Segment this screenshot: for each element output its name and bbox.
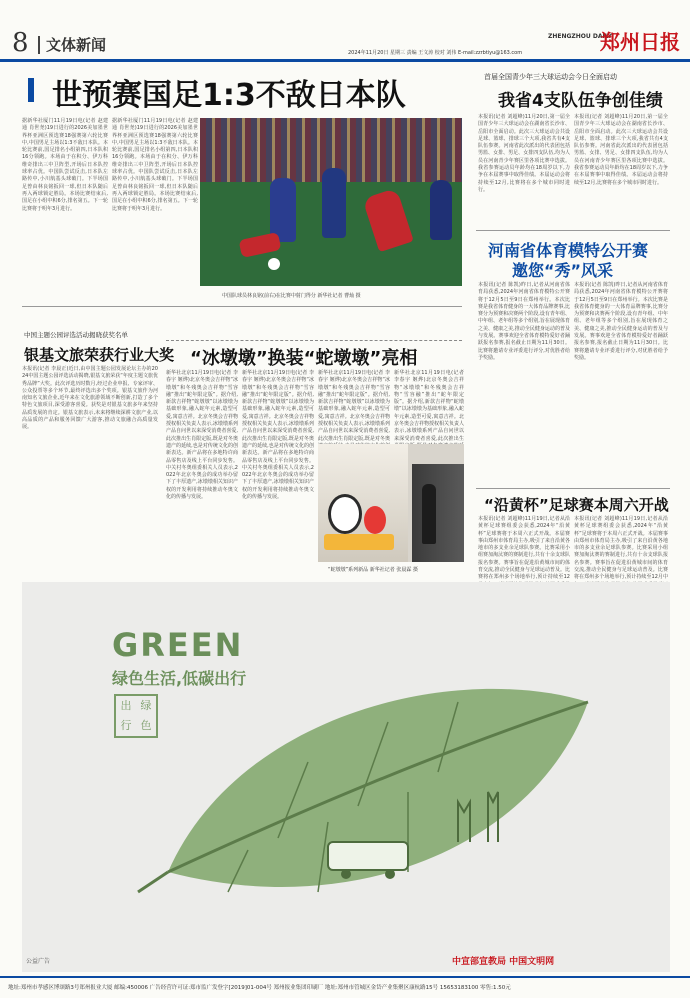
masthead [0,0,690,62]
mascot-body-col2: 新华社北京11月19日电(记者 李春宇 姬烨)北京冬奥会吉祥物“冰墩墩”和冬残奥会吉祥物“雪容融”推出“蛇年限定版”。据介绍,新款吉祥物“蛇墩墩”以冰墩墩为基础形象,融入蛇年元素,造型可爱,寓意吉祥。北京冬奥会吉祥物授权相关负责人表示,冰墩墩系列产品自问世以来深受消费者喜爱,此次推出生肖限定版,既是对冬奥遗产的延续,也是对传统文化的创新表达。新产品将在多地特许商品零售店及线上平台同步发售。中关村冬奥组委相关人员表示,2022年北京冬奥会的成功举办留下了丰厚遗产,冰墩墩相关知识产权的开发利用将持续推动冬奥文化的传播与发展。 [242,370,314,501]
daily-name: ZHENGZHOU DAILY [548,33,612,40]
dashed-divider [166,340,462,341]
mascot-body-col1: 新华社北京11月19日电(记者 李春宇 姬烨)北京冬奥会吉祥物“冰墩墩”和冬残奥会吉祥物“雪容融”推出“蛇年限定版”。据介绍,新款吉祥物“蛇墩墩”以冰墩墩为基础形象,融入蛇年元素,造型可爱,寓意吉祥。北京冬奥会吉祥物授权相关负责人表示,冰墩墩系列产品自问世以来深受消费者喜爱,此次推出生肖限定版,既是对冬奥遗产的延续,也是对传统文化的创新表达。新产品将在多地特许商品零售店及线上平台同步发售。中关村冬奥组委相关人员表示,2022年北京冬奥会的成功举办留下了丰厚遗产,冰墩墩相关知识产权的开发利用将持续推动冬奥文化的传播与发展。 [166,370,238,501]
section-title: 文体新闻 [46,36,107,54]
headline-bar-icon [28,78,34,102]
footer: 地址:郑州市孝感区博颂路3号郑州报业大厦 邮编:450006 广告经营许可证:郑市监广发登字[2019]01-004号 郑州报业集团印刷厂 地址:郑州市管城区金岱产业集聚区康杭路15号 15653183100 零售:1.50元 [0,976,690,998]
mascot-headline: “冰墩墩”换装“蛇墩墩”亮相 [190,348,418,369]
model-body-col2: 本报讯(记者 陈凯)昨日,记者从河南省体育局获悉,2024年河南省体育模特公开赛将于12月5日至9日在郑州举行。本次比赛是我省体育健身的一大体育品牌赛事,比赛分为预赛和决赛两个阶段,设有青年组、中年组、老年组等多个组别,旨在展现体育之美、健康之美,推动全民健身运动的普及与发展。赛事欢迎全省体育模特爱好者踊跃报名参赛,报名截止日期为11月30日。比赛将邀请专业评委进行评分,对优胜者给予奖励。 [574,282,668,361]
model-headline-2: 邀您“秀”风采 [512,261,614,280]
model-body-col1: 本报讯(记者 陈凯)昨日,记者从河南省体育局获悉,2024年河南省体育模特公开赛将于12月5日至9日在郑州举行。本次比赛是我省体育健身的一大体育品牌赛事,比赛分为预赛和决赛两个阶段,设有青年组、中年组、老年组等多个组别,旨在展现体育之美、健康之美,推动全民健身运动的普及与发展。赛事欢迎全省体育模特爱好者踊跃报名参赛,报名截止日期为11月30日。比赛将邀请专业评委进行评分,对优胜者给予奖励。 [478,282,570,361]
date-line: 2024年11月20日 星期三 责编 王文涛 校对 刘伟 E-mail:zzrbtiyu@163.com [348,50,523,56]
seal-char: 出 [120,699,132,712]
ad-title: GREEN [112,626,244,664]
page-number: 8 [12,28,29,58]
cup-body-col2: 本报讯(记者 刘超峰)11月19日,记者从沿黄杯足球赛组委会获悉,2024年“沿黄杯”足球赛将于本周六正式开战。本届赛事由郑州市体育局主办,吸引了来自沿黄各地市的多支业余足球队参赛。比赛采用小组赛加淘汰赛的赛制进行,共有十余支球队报名参赛。赛事旨在促进沿黄城市间的体育交流,推动全民健身与足球运动普及。比赛将在郑州多个场地举行,预计持续至12月中 [574,516,668,581]
mascot-photo [318,444,464,562]
main-photo-caption: 中国队球员林良铭(前右)在比赛中射门得分 新华社记者 曹灿 摄 [222,293,361,299]
mascot-body-col3: 新华社北京11月19日电(记者 李春宇 姬烨)北京冬奥会吉祥物“冰墩墩”和冬残奥会吉祥物“雪容融”推出“蛇年限定版”。据介绍,新款吉祥物“蛇墩墩”以冰墩墩为基础形象,融入蛇年元素,造型可爱,寓意吉祥。北京冬奥会吉祥物授权相关负责人表示,冰墩墩系列产品自问世以来深受消费者喜爱,此次推出生肖限定版,既是对冬奥 [318,370,390,442]
divider [476,488,670,489]
football-photo [200,118,462,286]
yinji-headline: 银基文旅荣获行业大奖 [24,346,175,364]
leaf-icon [158,642,598,942]
ad-slogan: 绿色生活,低碳出行 [112,669,247,688]
main-story-body-col1: 据新华社厦门11月19日电(记者 赵建通 肖世尧)19日进行的2026美加墨世界杯亚洲区预选赛18强赛第六轮比赛中,中国男足主场以1:3不敌日本队。本轮比赛前,国足排名小组第四,日本队积16分领跑。本场由于在积分、伊万科维奇排出三中卫阵型,开场后日本队控球率占优。中国队尝试反击,日本队左路传中,小川航基头球破门。下半场国足曾由林良铭扳回一球,但日本队随后再入两球锁定胜局。本场比赛结束后,国足在小组中积6分,排名第五。下一轮比赛将于明年3月进行。 [22,118,108,212]
kids-kicker: 首届全国青少年三大球运动会今日全面启动 [484,73,617,81]
main-story-body-col2: 据新华社厦门11月19日电(记者 赵建通 肖世尧)19日进行的2026美加墨世界杯亚洲区预选赛18强赛第六轮比赛中,中国男足主场以1:3不敌日本队。本轮比赛前,国足排名小组第四,日本队积16分领跑。本场由于在积分、伊万科维奇排出三中卫阵型,开场后日本队控球率占优。中国队尝试反击,日本队左路传中,小川航基头球破门。下半场国足曾由林良铭扳回一球,但日本队随后再入两球锁定胜局。本场比赛结束后,国足在小组中积6分,排名第五。下一轮比赛将于明年3月进行。 [112,118,198,212]
yinji-body: 本报讯(记者 李晨正)近日,由中国主题公园发展论坛主办的2024中国主题公园评选活动揭晓,银基文旅荣获“年度主题文旅优秀品牌”大奖。此次评选历时数月,经过企业申报、专家评审、公众投票等多个环节,最终评选出多个奖项。银基文旅作为河南知名文旅企业,近年来在文化旅游领域不断创新,打造了多个特色文旅项目,深受游客喜爱。获奖是对银基文旅多年来坚持品质发展的肯定。银基文旅表示,未来将继续深耕文旅产业,以高品质的产品和服务回馈广大游客,推动文旅融合高质量发展。 [22,366,158,431]
seal-char: 绿 [140,699,152,712]
main-headline: 世预赛国足1:3不敌日本队 [52,78,406,113]
divider [22,306,462,307]
kids-headline: 我省4支队伍争创佳绩 [498,91,663,111]
brand-logo: 郑州日报 [600,30,680,54]
cup-headline: “沿黄杯”足球赛本周六开战 [484,496,669,514]
mascot-body-col4: 新华社北京11月19日电(记者 李春宇 姬烨)北京冬奥会吉祥物“冰墩墩”和冬残奥会吉祥物“雪容融”推出“蛇年限定版”。据介绍,新款吉祥物“蛇墩墩”以冰墩墩为基础形象,融入蛇年元素,造型可爱,寓意吉祥。北京冬奥会吉祥物授权相关负责人表示,冰墩墩系列产品自问世以来深受消费者喜爱,此次推出生 [394,370,465,442]
public-service-ad [22,582,670,972]
cup-body-col1: 本报讯(记者 刘超峰)11月19日,记者从沿黄杯足球赛组委会获悉,2024年“沿黄杯”足球赛将于本周六正式开战。本届赛事由郑州市体育局主办,吸引了来自沿黄各地市的多支业余足球队参赛。比赛采用小组赛加淘汰赛的赛制进行,共有十余支球队报名参赛。赛事旨在促进沿黄城市间的体育交流,推动全民健身与足球运动普及。比赛将在郑州多个场地举行,预计持续至12 [478,516,570,581]
ad-seal [114,694,158,738]
seal-char: 色 [140,719,152,732]
ad-label: 公益广告 [26,958,51,965]
model-headline: 河南省体育模特公开赛 [488,241,649,260]
kids-body-col1: 本报讯(记者 刘超峰)11月20日,第一届全国青少年三大球运动会在湖南省长沙市、岳阳市全面启动。此次三大球运动会共设足球、篮球、排球三个大项,我省共有4支队伍参赛。河南省此次派出的代表团包括男篮、女排、男足、女排四支队伍,均为人员在河南青少年赛区里各项比赛中选拔。我省参赛运动员年龄均在18周岁以下,力争在本届赛事中取得佳绩。本届运动会将持续至12月,比赛将在多个城市同时进行。 [478,114,570,193]
ad-sponsor: 中宣部宣教局 中国文明网 [452,957,555,967]
main-headline-box [28,70,468,113]
yinji-kicker: 中国主题公园评选活动揭晓获奖名单 [24,331,128,339]
divider [476,230,670,231]
mascot-photo-caption: “蛇墩墩”系列新品 新华社记者 张晨霖 摄 [328,567,418,573]
kids-body-col2: 本报讯(记者 刘超峰)11月20日,第一届全国青少年三大球运动会在湖南省长沙市、岳阳市全面启动。此次三大球运动会共设足球、篮球、排球三个大项,我省共有4支队伍参赛。河南省此次派出的代表团包括男篮、女排、男足、女排四支队伍,均为人员在河南青少年赛区里各项比赛中选拔。我省参赛运动员年龄均在18周岁以下,力争在本届赛事中取得佳绩。本届运动会将持续至12月,比赛将在多个城市同时进行。 [574,114,668,186]
seal-char: 行 [120,719,132,732]
